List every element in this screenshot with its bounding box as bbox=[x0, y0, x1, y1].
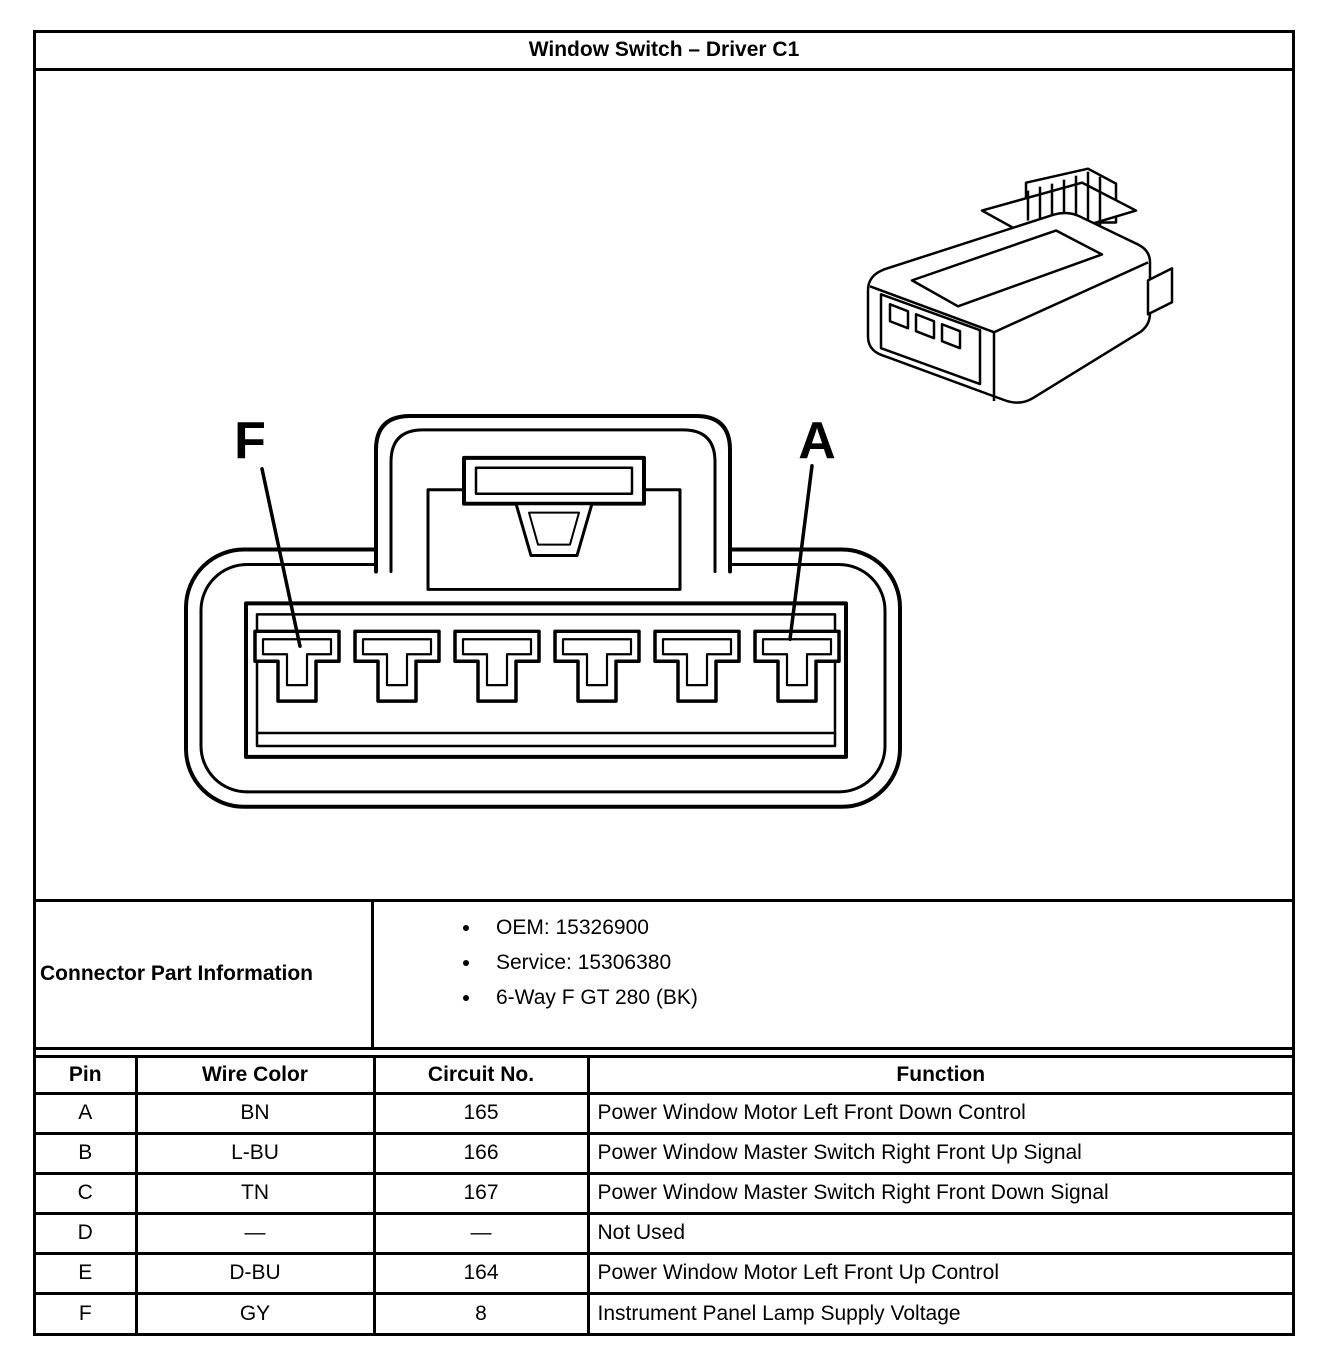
part-info-item-oem: • OEM: 15326900 bbox=[482, 916, 1292, 940]
table-row-a bbox=[36, 1093, 1292, 1133]
header-function: Function bbox=[588, 1056, 1292, 1093]
wire-color-cell: GY bbox=[136, 1293, 374, 1333]
page-title: Window Switch – Driver C1 bbox=[528, 38, 800, 61]
iso-side-tab bbox=[1148, 268, 1172, 314]
circuit-cell: 166 bbox=[374, 1133, 588, 1173]
front-view bbox=[186, 416, 900, 807]
pin-cell: D bbox=[36, 1213, 136, 1253]
function-cell: Not Used bbox=[588, 1213, 1292, 1253]
wire-color-cell: L-BU bbox=[136, 1133, 374, 1173]
diagram-area bbox=[36, 71, 1292, 902]
wire-color-cell: D-BU bbox=[136, 1253, 374, 1293]
part-info-item-style: • 6-Way F GT 280 (BK) bbox=[482, 986, 1292, 1010]
pin-cell: B bbox=[36, 1133, 136, 1173]
connector-diagram bbox=[36, 71, 1292, 899]
table-row-e bbox=[36, 1253, 1292, 1293]
iso-body bbox=[868, 213, 1150, 403]
header-circuit-no: Circuit No. bbox=[374, 1056, 588, 1093]
pin-table bbox=[36, 1055, 1292, 1334]
pin-cell: F bbox=[36, 1293, 136, 1333]
circuit-cell: 164 bbox=[374, 1253, 588, 1293]
circuit-cell: 165 bbox=[374, 1093, 588, 1133]
document-sheet bbox=[33, 30, 1295, 1336]
table-row-c bbox=[36, 1173, 1292, 1213]
latch-window-outer bbox=[464, 458, 644, 504]
function-cell: Power Window Motor Left Front Up Control bbox=[588, 1253, 1292, 1293]
part-info-list bbox=[374, 916, 1292, 1010]
pin-cell: C bbox=[36, 1173, 136, 1213]
part-info-details bbox=[374, 902, 1292, 1047]
circuit-cell: 8 bbox=[374, 1293, 588, 1333]
wire-color-cell: TN bbox=[136, 1173, 374, 1213]
wire-color-cell: BN bbox=[136, 1093, 374, 1133]
part-info-section bbox=[36, 902, 1292, 1050]
circuit-cell: 167 bbox=[374, 1173, 588, 1213]
part-info-header bbox=[36, 902, 374, 1047]
part-info-header-label: Connector Part Information bbox=[40, 962, 314, 985]
function-cell: Power Window Motor Left Front Down Control bbox=[588, 1093, 1292, 1133]
header-pin: Pin bbox=[36, 1056, 136, 1093]
part-info-item-service: • Service: 15306380 bbox=[482, 951, 1292, 975]
iso-view bbox=[868, 169, 1172, 403]
pin-cell: E bbox=[36, 1253, 136, 1293]
function-cell: Instrument Panel Lamp Supply Voltage bbox=[588, 1293, 1292, 1333]
table-row-f bbox=[36, 1293, 1292, 1333]
pin-table-header-row bbox=[36, 1056, 1292, 1093]
function-cell: Power Window Master Switch Right Front Up Signal bbox=[588, 1133, 1292, 1173]
header-wire-color: Wire Color bbox=[136, 1056, 374, 1093]
pin-label-a: A bbox=[798, 411, 836, 470]
pin-label-f: F bbox=[234, 411, 266, 470]
latch-beam-outer bbox=[516, 504, 592, 556]
table-row-b bbox=[36, 1133, 1292, 1173]
pin-cell: A bbox=[36, 1093, 136, 1133]
function-cell: Power Window Master Switch Right Front Down Signal bbox=[588, 1173, 1292, 1213]
circuit-cell: — bbox=[374, 1213, 588, 1253]
title-bar bbox=[36, 33, 1292, 71]
table-row-d bbox=[36, 1213, 1292, 1253]
wire-color-cell: — bbox=[136, 1213, 374, 1253]
